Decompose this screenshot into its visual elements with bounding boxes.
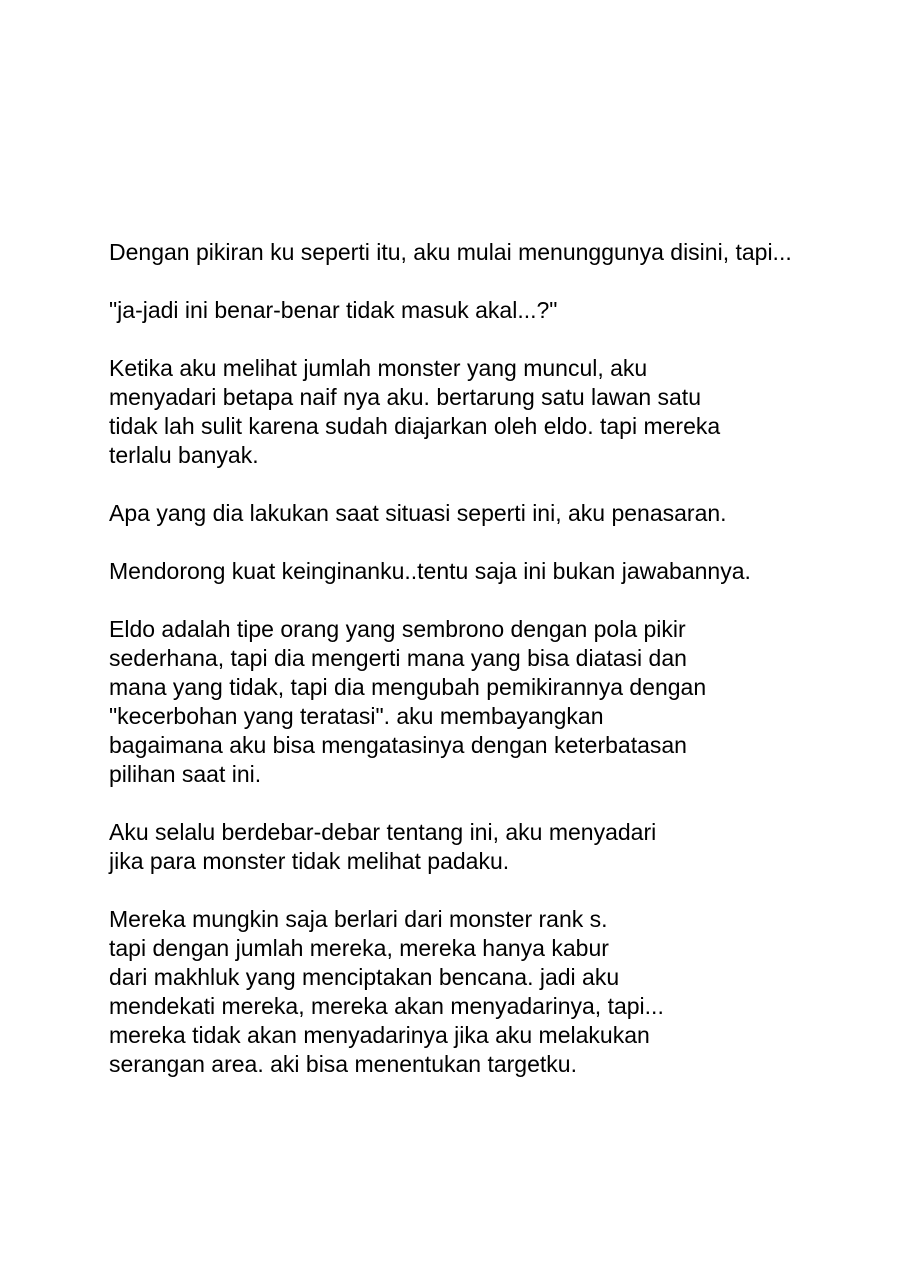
text-line: jika para monster tidak melihat padaku. (109, 848, 510, 874)
text-line: Mereka mungkin saja berlari dari monster rank s. (109, 906, 608, 932)
text-line: bagaimana aku bisa mengatasinya dengan keterbatasan (109, 732, 687, 758)
text-line: pilihan saat ini. (109, 761, 262, 787)
text-line: mana yang tidak, tapi dia mengubah pemikirannya dengan (109, 674, 707, 700)
text-line: tidak lah sulit karena sudah diajarkan oleh eldo. tapi mereka (109, 413, 721, 439)
text-line: Dengan pikiran ku seperti itu, aku mulai menunggunya disini, tapi... (109, 239, 792, 265)
text-line: dari makhluk yang menciptakan bencana. jadi aku (109, 964, 620, 990)
text-line: mendekati mereka, mereka akan menyadarinya, tapi... (109, 993, 664, 1019)
paragraph-3 (109, 354, 869, 470)
text-line: Aku selalu berdebar-debar tentang ini, aku menyadari (109, 819, 657, 845)
text-line: Apa yang dia lakukan saat situasi seperti ini, aku penasaran. (109, 500, 727, 526)
text-line: Eldo adalah tipe orang yang sembrono dengan pola pikir (109, 616, 686, 642)
text-line: "ja-jadi ini benar-benar tidak masuk akal...?" (109, 297, 558, 323)
text-line: sederhana, tapi dia mengerti mana yang bisa diatasi dan (109, 645, 687, 671)
text-line: "kecerbohan yang teratasi". aku membayangkan (109, 703, 604, 729)
document-body (109, 238, 869, 1108)
text-line: terlalu banyak. (109, 442, 259, 468)
paragraph-5 (109, 557, 869, 586)
paragraph-4 (109, 499, 869, 528)
paragraph-8 (109, 905, 869, 1079)
paragraph-2 (109, 296, 869, 325)
paragraph-1 (109, 238, 869, 267)
text-line: tapi dengan jumlah mereka, mereka hanya kabur (109, 935, 609, 961)
text-line: serangan area. aki bisa menentukan targetku. (109, 1051, 577, 1077)
text-line: mereka tidak akan menyadarinya jika aku melakukan (109, 1022, 650, 1048)
paragraph-7 (109, 818, 869, 876)
paragraph-6 (109, 615, 869, 789)
text-line: Mendorong kuat keinginanku..tentu saja ini bukan jawabannya. (109, 558, 751, 584)
text-line: Ketika aku melihat jumlah monster yang muncul, aku (109, 355, 648, 381)
text-line: menyadari betapa naif nya aku. bertarung satu lawan satu (109, 384, 701, 410)
